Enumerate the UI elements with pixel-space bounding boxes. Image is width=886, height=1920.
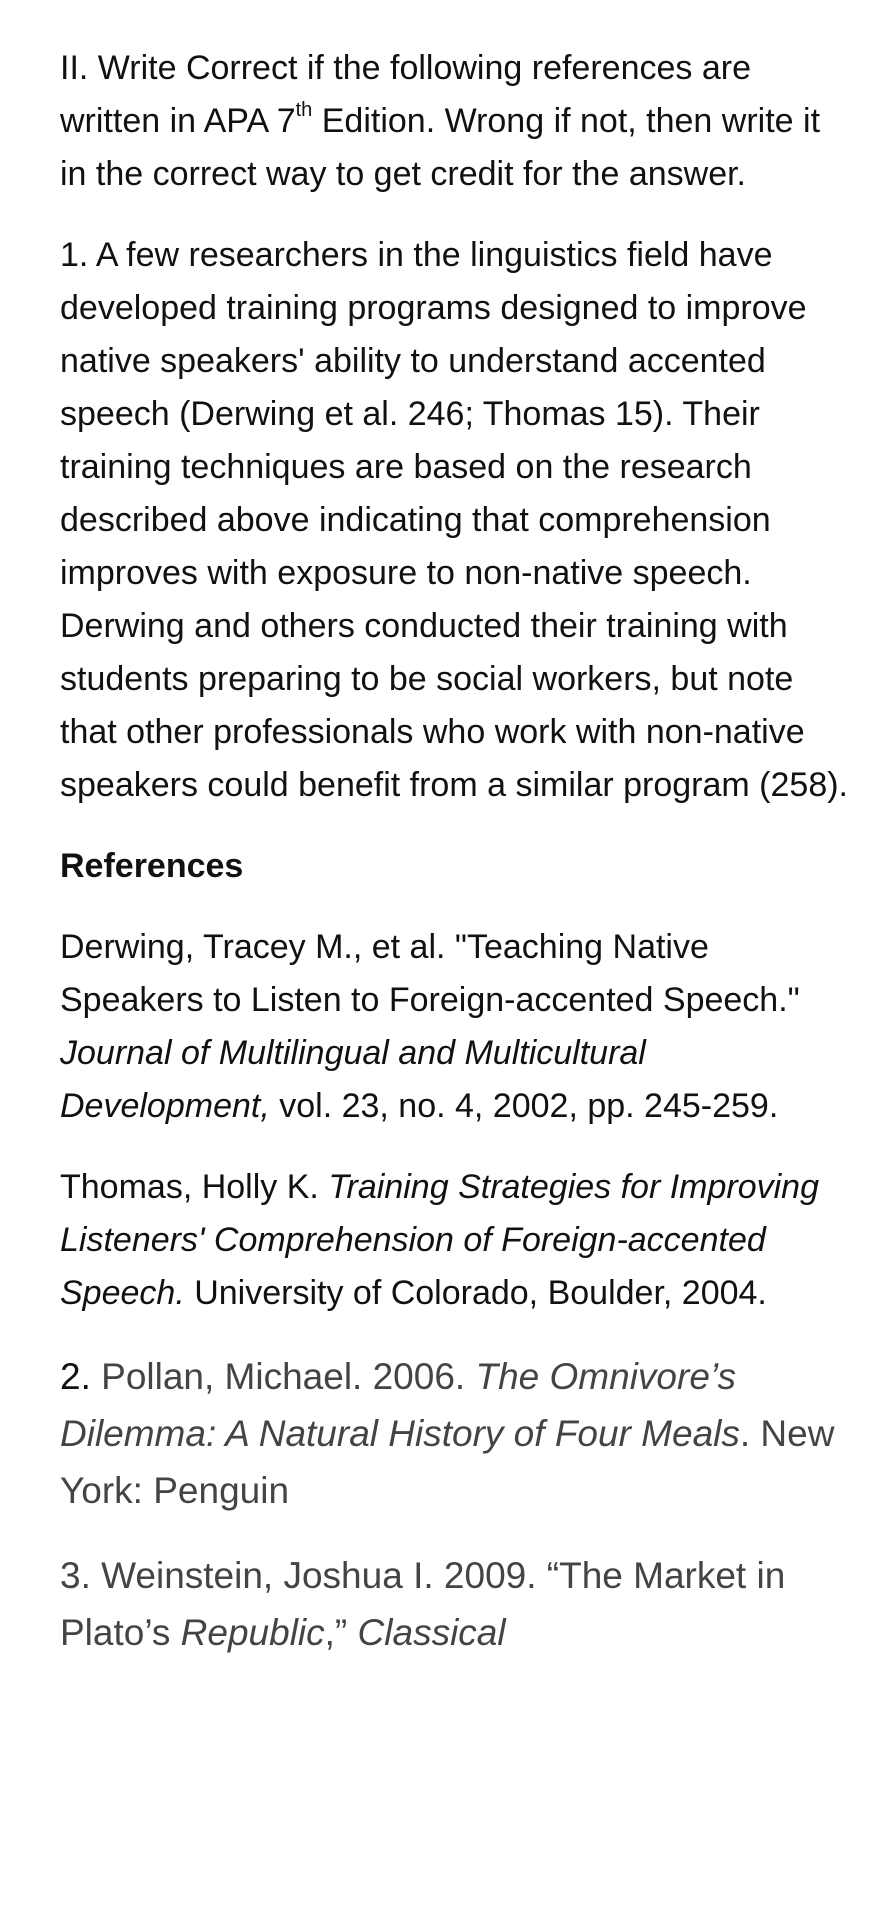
item-3-italic-republic: Republic: [180, 1612, 325, 1653]
item-1-paragraph: 1. A few researchers in the linguistics field have developed training programs designed to improve native speakers' ability to understand accented speech (Derwing et al. 246; Thomas 15). Their training techniques are based on the research described above indicating that comprehension improves with exposure to non-native speech. Derwing and others conducted their training with students preparing to be social workers, but note that other professionals who work with non-native speakers could benefit from a similar program (258).: [60, 236, 848, 804]
item-3-paragraph: [60, 1547, 850, 1661]
instruction-text-part1: II. Write Correct if the following references are written in APA 7: [60, 49, 751, 140]
ordinal-superscript: th: [295, 99, 313, 121]
instruction-text-part2: Edition. Wrong if not, then write it in the correct way to get credit for the answer.: [60, 102, 821, 193]
item-2-book-title: The Omnivore’s Dilemma: A Natural History of Four Meals: [60, 1356, 740, 1454]
item-2-publisher: . New York: Penguin: [60, 1413, 835, 1511]
instruction-paragraph: [60, 42, 850, 201]
item-3-punctuation: ,”: [324, 1612, 358, 1653]
reference-thomas-title: Training Strategies for Improving Listeners' Comprehension of Foreign-accented Speech.: [60, 1168, 820, 1312]
reference-derwing-authors-title: Derwing, Tracey M., et al. "Teaching Native Speakers to Listen to Foreign-accented Speech.": [60, 928, 800, 1019]
reference-derwing-journal: Journal of Multilingual and Multicultural Development,: [60, 1034, 646, 1125]
reference-derwing: [60, 921, 850, 1133]
item-3-italic-journal: Classical: [357, 1612, 506, 1653]
item-3-author-title: 3. Weinstein, Joshua I. 2009. “The Market in Plato’s: [60, 1555, 786, 1653]
reference-thomas: [60, 1161, 850, 1320]
reference-thomas-details: University of Colorado, Boulder, 2004.: [184, 1274, 767, 1312]
document-page: [60, 42, 850, 1689]
item-2-paragraph: [60, 1348, 850, 1519]
references-heading: References: [60, 847, 244, 885]
reference-derwing-details: vol. 23, no. 4, 2002, pp. 245-259.: [269, 1087, 779, 1125]
item-2-number: 2.: [60, 1356, 91, 1397]
item-2-author-year: Pollan, Michael. 2006.: [90, 1356, 476, 1397]
reference-thomas-author: Thomas, Holly K.: [60, 1168, 329, 1206]
